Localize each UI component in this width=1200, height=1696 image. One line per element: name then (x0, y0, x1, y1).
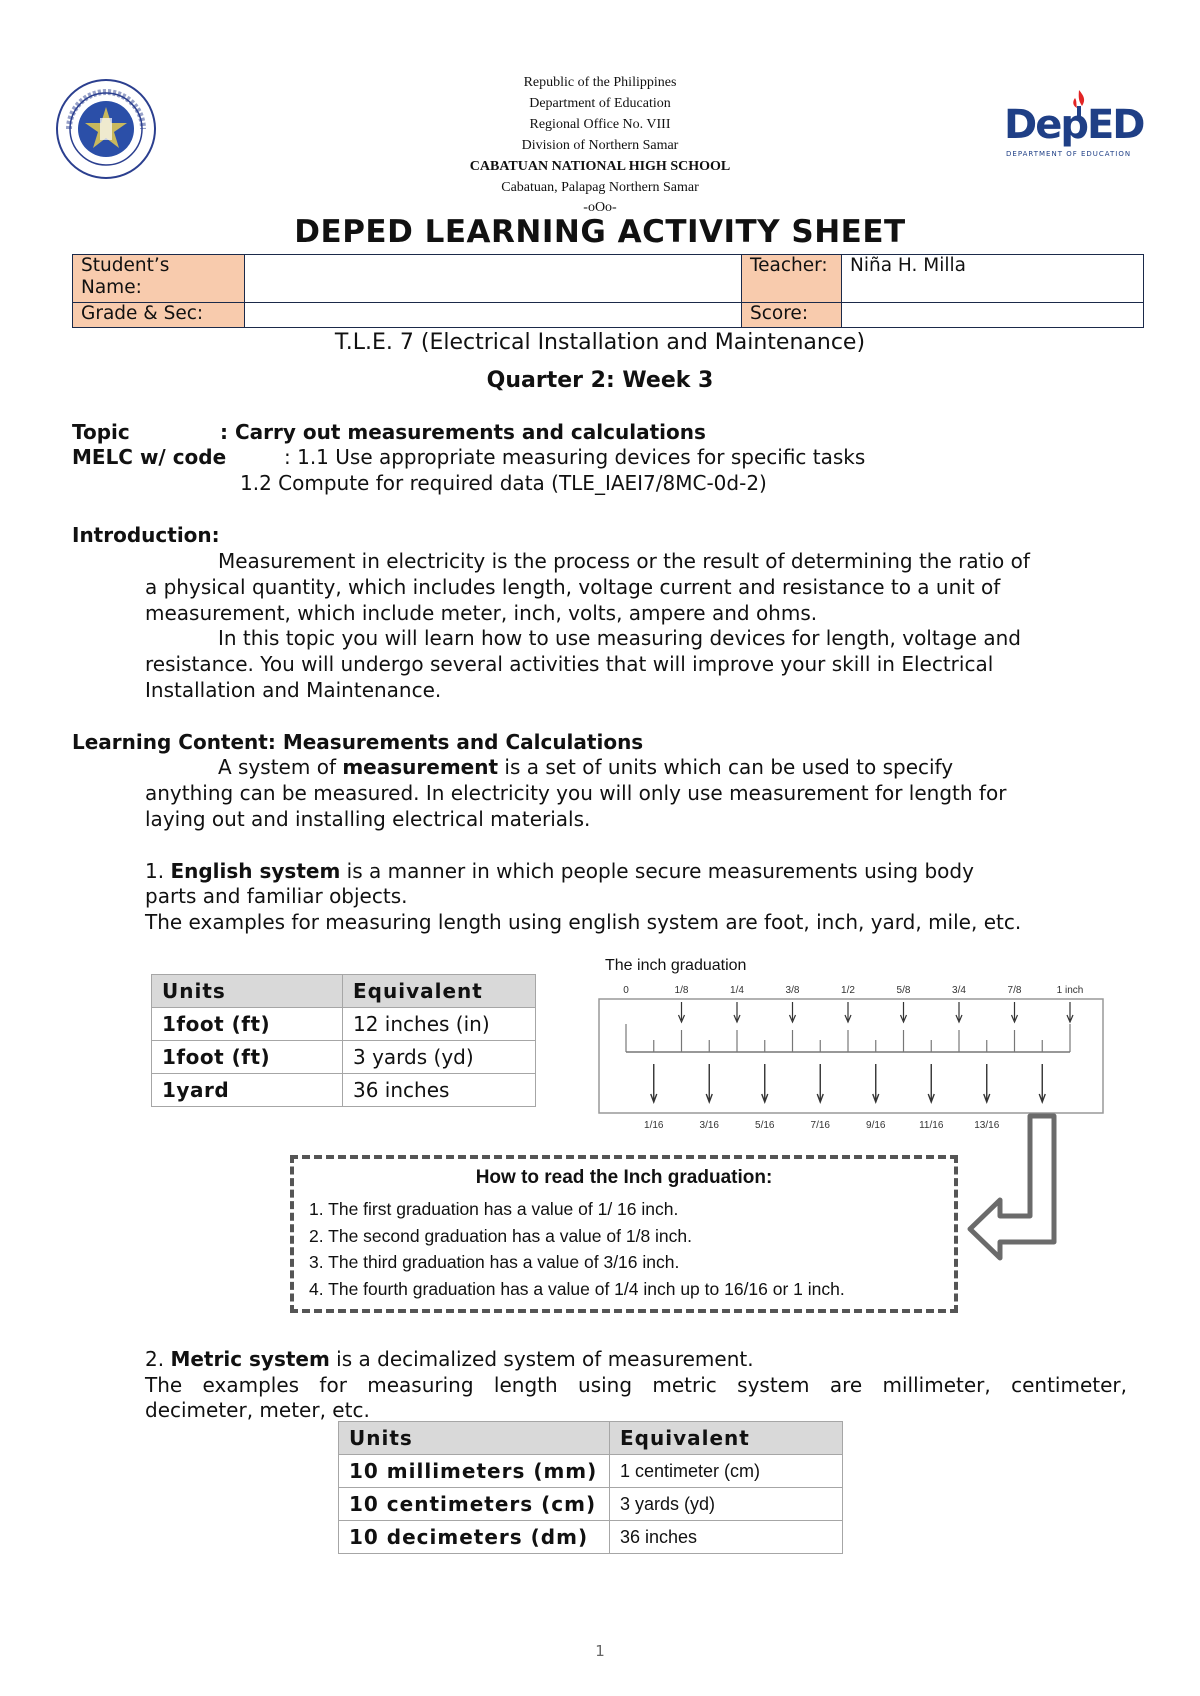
top-graduation-label: 7/8 (1007, 985, 1022, 996)
bottom-graduation-label: 13/16 (974, 1120, 1000, 1131)
table-row (152, 1074, 536, 1107)
header-line-2: Department of Education (529, 96, 671, 111)
grade-sec-field[interactable] (245, 303, 742, 328)
english-system-term: English system (170, 859, 341, 883)
howto-title: How to read the Inch graduation: (475, 1167, 773, 1188)
equivalent-cell: 36 inches (343, 1074, 536, 1107)
page-number: 1 (595, 1642, 605, 1660)
howto-line-4: 4. The fourth graduation has a value of 1/4 inch up to 16/16 or 1 inch. (309, 1279, 845, 1299)
inch-graduation-title: The inch graduation (605, 957, 747, 974)
learning-line-1 (218, 754, 953, 780)
header-equivalent: Equivalent (610, 1422, 843, 1455)
unit-cell: 10 millimeters (mm) (339, 1455, 610, 1488)
intro-line-3: measurement, which include meter, inch, volts, ampere and ohms. (145, 601, 818, 625)
howto-box (290, 1155, 958, 1313)
unit-cell: 1yard (152, 1074, 343, 1107)
intro-line-1: Measurement in electricity is the process or the result of determining the ratio of (218, 549, 1030, 573)
measurement-term: measurement (342, 755, 499, 779)
unit-cell: 1foot (ft) (152, 1008, 343, 1041)
header-line-4: Division of Northern Samar (521, 138, 679, 153)
student-name-field[interactable] (245, 255, 742, 303)
english-desc-2: parts and familiar objects. (145, 884, 408, 908)
student-info-table (72, 254, 1144, 328)
header-units: Units (339, 1422, 610, 1455)
metric-desc: is a decimalized system of measurement. (329, 1347, 754, 1371)
metric-examples-1: The examples for measuring length using metric system are millimeter, centimeter, (145, 1373, 1127, 1397)
intro-line-6: Installation and Maintenance. (145, 678, 442, 702)
header-units: Units (152, 975, 343, 1008)
howto-line-3: 3. The third graduation has a value of 3/16 inch. (309, 1252, 680, 1272)
howto-line-2: 2. The second graduation has a value of 1/8 inch. (309, 1226, 693, 1246)
english-units-table (151, 974, 536, 1107)
score-label: Score: (742, 303, 842, 328)
top-graduation-label: 3/8 (785, 985, 800, 996)
topic-label: Topic (72, 420, 130, 444)
intro-line-2: a physical quantity, which includes length, voltage current and resistance to a unit of (145, 575, 1001, 599)
school-name: CABATUAN NATIONAL HIGH SCHOOL (469, 159, 731, 174)
melc-line-1: : 1.1 Use appropriate measuring devices for specific tasks (284, 445, 866, 469)
unit-cell: 10 centimeters (cm) (339, 1488, 610, 1521)
equivalent-cell: 1 centimeter (cm) (610, 1455, 843, 1488)
teacher-name-field[interactable]: Niña H. Milla (842, 255, 1144, 303)
metric-system-term: Metric system (170, 1347, 330, 1371)
table-row (339, 1488, 843, 1521)
intro-heading: Introduction: (72, 523, 220, 547)
header-line-3: Regional Office No. VIII (529, 117, 671, 132)
table-row (339, 1455, 843, 1488)
learning-line-3: laying out and installing electrical materials. (145, 807, 591, 831)
subject-title: T.L.E. 7 (Electrical Installation and Maintenance) (334, 330, 866, 355)
equivalent-cell: 3 yards (yd) (610, 1488, 843, 1521)
top-graduation-label: 3/4 (952, 985, 966, 996)
melc-line-2: 1.2 Compute for required data (TLE_IAEI7/8MC-0d-2) (240, 471, 767, 495)
english-number: 1. (145, 859, 171, 883)
top-graduation-label: 5/8 (896, 985, 911, 996)
unit-cell: 1foot (ft) (152, 1041, 343, 1074)
pointer-arrow-icon (962, 1112, 1062, 1262)
header-equivalent: Equivalent (343, 975, 536, 1008)
intro-line-5: resistance. You will undergo several activities that will improve your skill in Electrical (145, 652, 994, 676)
student-name-label: Student’s Name: (73, 255, 245, 303)
bottom-graduation-label: 1/16 (644, 1120, 664, 1131)
table-row (152, 1041, 536, 1074)
metric-examples-2: decimeter, meter, etc. (145, 1398, 370, 1422)
equivalent-cell: 12 inches (in) (343, 1008, 536, 1041)
learning-text-a: A system of (218, 755, 343, 779)
table-row (152, 1008, 536, 1041)
table-header-row (339, 1422, 843, 1455)
learning-line-2: anything can be measured. In electricity you will only use measurement for length for (145, 781, 1007, 805)
bottom-graduation-label: 11/16 (919, 1120, 944, 1131)
metric-system-line (145, 1346, 754, 1372)
howto-line-1: 1. The first graduation has a value of 1/ 16 inch. (309, 1199, 679, 1219)
learning-text-c: is a set of units which can be used to specify (498, 755, 954, 779)
score-field[interactable] (842, 303, 1144, 328)
metric-units-table (338, 1421, 843, 1554)
learning-content-heading: Learning Content: Measurements and Calculations (72, 730, 644, 754)
top-graduation-label: 1 inch (1056, 985, 1084, 996)
intro-line-4: In this topic you will learn how to use measuring devices for length, voltage and (218, 626, 1021, 650)
top-graduation-label: 1/4 (730, 985, 744, 996)
deped-logo-text: DepED (1004, 102, 1144, 148)
top-graduation-label: 1/2 (841, 985, 855, 996)
bottom-graduation-label: 7/16 (810, 1120, 830, 1131)
equivalent-cell: 3 yards (yd) (343, 1041, 536, 1074)
english-desc: is a manner in which people secure measurements using body (340, 859, 974, 883)
topic-value: : Carry out measurements and calculations (220, 420, 706, 444)
english-examples: The examples for measuring length using english system are foot, inch, yard, mile, etc. (145, 910, 1022, 934)
quarter-title: Quarter 2: Week 3 (486, 368, 714, 393)
top-graduation-label: 1/8 (674, 985, 689, 996)
table-header-row (152, 975, 536, 1008)
bottom-graduation-label: 3/16 (699, 1120, 719, 1131)
english-system-line (145, 858, 974, 884)
melc-label: MELC w/ code (72, 445, 227, 469)
grade-sec-label: Grade & Sec: (73, 303, 245, 328)
sheet-title: DEPED LEARNING ACTIVITY SHEET (294, 214, 906, 250)
metric-number: 2. (145, 1347, 171, 1371)
unit-cell: 10 decimeters (dm) (339, 1521, 610, 1554)
bottom-graduation-label: 9/16 (866, 1120, 886, 1131)
deped-logo-tagline: DEPARTMENT OF EDUCATION (1006, 150, 1132, 158)
table-row (339, 1521, 843, 1554)
bottom-graduation-label: 5/16 (755, 1120, 775, 1131)
header-divider: -oOo- (583, 200, 617, 215)
school-address: Cabatuan, Palapag Northern Samar (501, 180, 699, 195)
header-line-1: Republic of the Philippines (523, 75, 677, 90)
teacher-label: Teacher: (742, 255, 842, 303)
top-graduation-label: 0 (623, 985, 629, 996)
equivalent-cell: 36 inches (610, 1521, 843, 1554)
